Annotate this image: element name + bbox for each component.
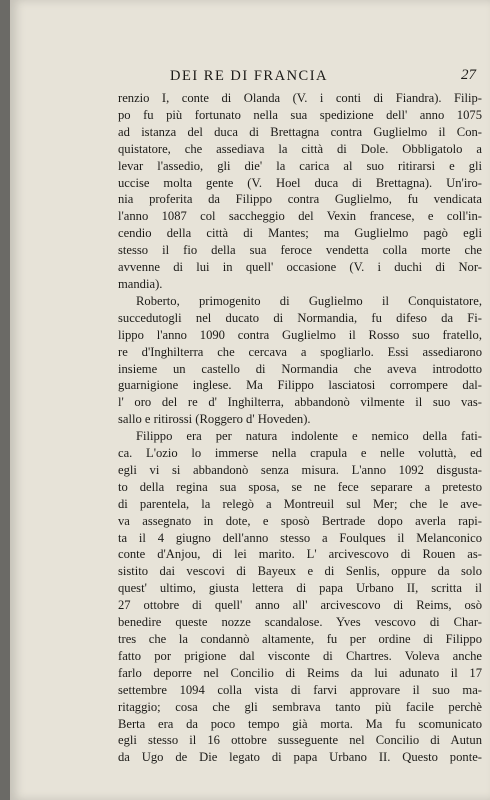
text-line: ca. L'ozio lo immerse nella crapula e nelle voluttà, ed [118, 446, 482, 461]
text-line: re d'Inghilterra che cercava a spogliarlo. Essi assediarono [118, 344, 482, 359]
text-line: ad istanza del duca di Brettagna contra Guglielmo il Con- [118, 124, 482, 139]
book-page [10, 0, 490, 800]
text-line: ritaggio; cosa che gli sembrava tanto più facile perchè [118, 699, 482, 714]
text-line: to della regina sua sposa, se ne fece separare a pretesto [118, 479, 482, 494]
text-line: fatto por prigione dal visconte di Chartres. Voleva anche [118, 648, 482, 663]
text-line: Roberto, primogenito di Guglielmo il Conquistatore, [136, 293, 482, 308]
page-number: 27 [461, 67, 476, 83]
text-line: guarnigione inglese. Ma Filippo lasciatosi corrompere dal- [118, 378, 482, 393]
paragraph [118, 90, 482, 293]
text-line: Berta era da poco tempo già morta. Ma fu scomunicato [118, 716, 482, 731]
text-line: benedire queste nozze scandalose. Yves vescovo di Char- [118, 615, 482, 630]
text-line: di parentela, la relegò a Montreuil sul Mer; che le ave- [118, 496, 482, 511]
text-line: levar l'assedio, gli die' la carica al suo ritirarsi e gli [118, 158, 482, 173]
text-line: 27 ottobre di quell' anno all' arcivescovo di Reims, osò [118, 598, 482, 613]
text-line: conte d'Anjou, di lei marito. L' arcivescovo di Rouen as- [118, 547, 482, 562]
text-line: mandia). [118, 276, 163, 291]
text-line: ta il 4 giugno dell'anno stesso a Foulques il Melanconico [118, 530, 482, 545]
text-line: nia proferita da Filippo contra Guglielmo, fu vendicata [118, 192, 482, 207]
text-line: Filippo era per natura indolente e nemico della fati- [136, 429, 482, 444]
text-line: da Ugo de Die legato di papa Urbano II. Questo ponte- [118, 750, 482, 765]
page-header [110, 68, 480, 88]
text-line: succedutogli nel ducato di Normandia, fu difeso da Fi- [118, 310, 482, 325]
text-line: va assegnato in dote, e sposò Bertrade dopo averla rapi- [118, 513, 482, 528]
text-line: farlo deporre nel Concilio di Reims da lui adunato il 17 [118, 665, 482, 680]
text-line: avvenne di lui in quell' occasione (V. i duchi di Nor- [118, 260, 482, 275]
text-line: settembre 1094 colla vista di farvi approvare il suo ma- [118, 682, 482, 697]
text-line: po fu più fortunato nella sua spedizione dell' anno 1075 [118, 107, 482, 122]
text-line: l'anno 1087 col saccheggio del Vexin francese, e coll'in- [118, 209, 482, 224]
text-line: stesso il fio della sua feroce vendetta colla morte che [118, 243, 482, 258]
text-line: egli vi si abbandonò senza misura. L'anno 1092 disgusta- [118, 462, 482, 477]
paragraph [118, 428, 482, 766]
body-text [118, 90, 482, 766]
text-line: egli stesso il 16 ottobre susseguente nel Concilio di Autun [118, 733, 482, 748]
paragraph [118, 293, 482, 428]
text-line: uccise molta gente (V. Hoel duca di Brettagna). Un'iro- [118, 175, 482, 190]
text-line: tres che la condannò altamente, fu per ordine di Filippo [118, 632, 482, 646]
running-title: DEI RE DI FRANCIA [170, 68, 329, 84]
text-line: cendio della città di Mantes; ma Guglielmo pagò egli [118, 226, 482, 241]
text-line: renzio I, conte di Olanda (V. i conti di Fiandra). Filip- [118, 91, 482, 105]
text-line: quest' ultimo, giusta lettera di papa Urbano II, scritta il [118, 581, 482, 596]
text-line: sallo e ritirossi (Roggero d' Hoveden). [118, 412, 311, 427]
text-line: quistatore, che assediava la città di Dole. Obbligatolo a [118, 141, 482, 156]
text-line: l' oro del re d' Inghilterra, abbandonò vilmente il suo vas- [118, 395, 482, 410]
text-line: lippo l'anno 1090 contra Guglielmo il Rosso suo fratello, [118, 327, 482, 342]
text-line: sistito dai vescovi di Bayeux e di Senlis, oppure da solo [118, 564, 482, 579]
text-line: insieme un castello di Normandia che aveva introdotto [118, 361, 482, 376]
